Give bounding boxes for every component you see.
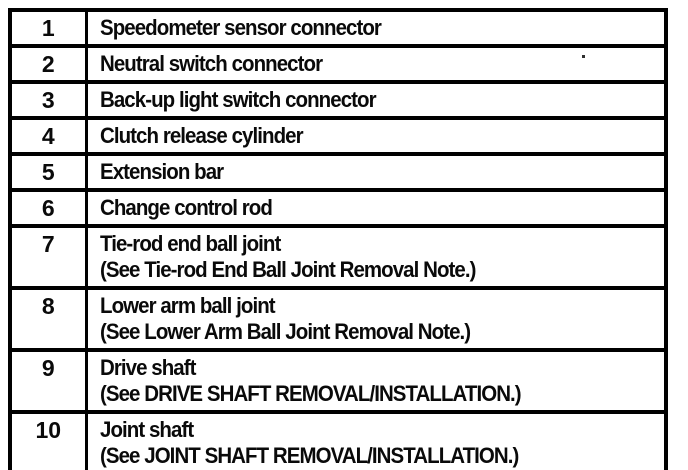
item-title: Drive shaft <box>99 355 196 380</box>
item-title: Clutch release cylinder <box>99 123 303 148</box>
item-see-note: (See DRIVE SHAFT REMOVAL/INSTALLATION.) <box>99 381 521 406</box>
item-number-cell: 1 <box>10 10 86 46</box>
item-title: Extension bar <box>99 159 223 184</box>
table-row <box>10 82 666 118</box>
table-row <box>10 118 666 154</box>
item-number-cell: 5 <box>10 154 86 190</box>
item-see-note: (See Lower Arm Ball Joint Removal Note.) <box>99 319 470 344</box>
item-number-cell: 9 <box>10 350 86 412</box>
item-title: Tie-rod end ball joint <box>99 231 280 256</box>
item-description-cell <box>86 82 666 118</box>
item-description-cell <box>86 46 666 82</box>
item-number-cell: 6 <box>10 190 86 226</box>
item-description-cell <box>86 154 666 190</box>
table-row <box>10 226 666 288</box>
table-row <box>10 288 666 350</box>
table-row <box>10 350 666 412</box>
item-number-cell: 2 <box>10 46 86 82</box>
item-title: Change control rod <box>99 195 272 220</box>
item-see-note: (See Tie-rod End Ball Joint Removal Note.) <box>99 257 476 282</box>
item-description-cell <box>86 412 666 470</box>
item-description-cell <box>86 118 666 154</box>
item-title: Neutral switch connector <box>99 51 322 76</box>
item-title: Joint shaft <box>99 417 193 442</box>
item-number-cell: 10 <box>10 412 86 470</box>
item-number-cell: 7 <box>10 226 86 288</box>
item-title: Back-up light switch connector <box>99 87 376 112</box>
table-body <box>10 10 666 470</box>
item-number-cell: 3 <box>10 82 86 118</box>
item-description-cell <box>86 226 666 288</box>
table-row <box>10 10 666 46</box>
table-row <box>10 46 666 82</box>
item-description-cell <box>86 190 666 226</box>
table-row <box>10 154 666 190</box>
item-number-cell: 4 <box>10 118 86 154</box>
item-description-cell <box>86 288 666 350</box>
scan-artifact-dot <box>582 55 585 58</box>
item-description-cell <box>86 350 666 412</box>
table-row <box>10 412 666 470</box>
item-description-cell <box>86 10 666 46</box>
item-number-cell: 8 <box>10 288 86 350</box>
item-title: Speedometer sensor connector <box>99 15 381 40</box>
table-row <box>10 190 666 226</box>
parts-legend-table <box>8 8 668 470</box>
item-title: Lower arm ball joint <box>99 293 275 318</box>
item-see-note: (See JOINT SHAFT REMOVAL/INSTALLATION.) <box>99 443 518 468</box>
